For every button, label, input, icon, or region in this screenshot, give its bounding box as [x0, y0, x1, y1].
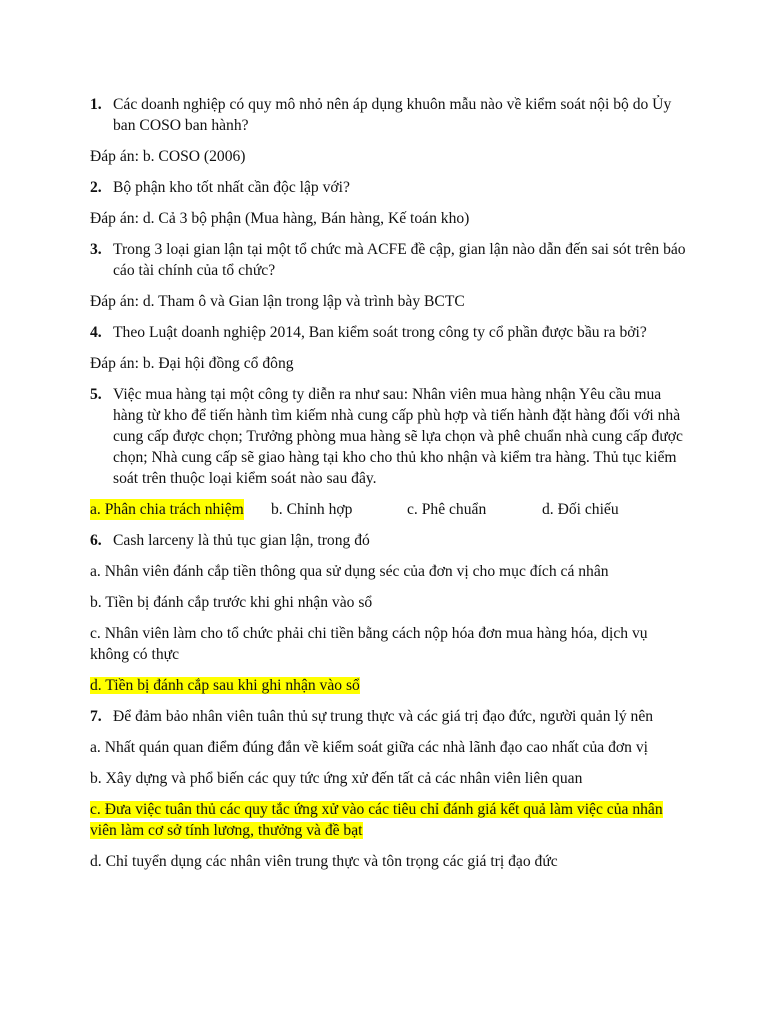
options-row-5: [90, 499, 690, 520]
option-c: c. Phê chuẩn: [407, 501, 487, 518]
question-number: 1.: [90, 96, 102, 113]
option-d: d. Đối chiếu: [542, 501, 619, 518]
question-number: 2.: [90, 179, 102, 196]
option-c: c. Nhân viên làm cho tổ chức phải chi tiền bằng cách nộp hóa đơn mua hàng hóa, dịch vụ không có thực: [90, 625, 648, 663]
answer-4: Đáp án: b. Đại hội đồng cổ đông: [90, 355, 294, 372]
question-text: Trong 3 loại gian lận tại một tổ chức mà ACFE đề cập, gian lận nào dẫn đến sai sót trên báo cáo tài chính của tổ chức?: [113, 241, 686, 279]
question-text: Việc mua hàng tại một công ty diễn ra như sau: Nhân viên mua hàng nhận Yêu cầu mua hàng từ kho để tiến hành tìm kiếm nhà cung cấp phù hợp và tiến hành đặt hàng đối với nhà cung cấp được chọn; Trưởng phòng mua hàng sẽ lựa chọn và phê chuẩn nhà cung cấp được chọn; Nhà cung cấp sẽ giao hàng tại kho cho thủ kho nhận và kiểm tra hàng. Thủ tục kiểm soát trên thuộc loại kiểm soát nào sau đây.: [113, 386, 683, 487]
question-5: [90, 384, 690, 489]
question-number: 3.: [90, 241, 102, 258]
question-text: Bộ phận kho tốt nhất cần độc lập với?: [113, 179, 350, 196]
option-a-highlighted: a. Phân chia trách nhiệm: [90, 501, 244, 518]
answer-2: Đáp án: d. Cả 3 bộ phận (Mua hàng, Bán hàng, Kế toán kho): [90, 210, 470, 227]
question-2: [90, 177, 690, 198]
question-text: Cash larceny là thủ tục gian lận, trong đó: [113, 532, 370, 549]
question-6: [90, 530, 690, 551]
option-d: d. Chỉ tuyển dụng các nhân viên trung thực và tôn trọng các giá trị đạo đức: [90, 853, 558, 870]
answer-3: Đáp án: d. Tham ô và Gian lận trong lập và trình bày BCTC: [90, 293, 465, 310]
option-a: a. Nhân viên đánh cắp tiền thông qua sử dụng séc của đơn vị cho mục đích cá nhân: [90, 563, 609, 580]
option-b: b. Chỉnh hợp: [271, 501, 353, 518]
option-b: b. Tiền bị đánh cắp trước khi ghi nhận vào sổ: [90, 594, 373, 611]
question-number: 7.: [90, 708, 102, 725]
option-c-line: [90, 799, 690, 841]
question-text: Theo Luật doanh nghiệp 2014, Ban kiểm soát trong công ty cổ phần được bầu ra bởi?: [113, 324, 647, 341]
question-number: 4.: [90, 324, 102, 341]
option-d-highlighted: d. Tiền bị đánh cắp sau khi ghi nhận vào sổ: [90, 677, 360, 694]
question-7: [90, 706, 690, 727]
answer-1: Đáp án: b. COSO (2006): [90, 148, 246, 165]
question-text: Các doanh nghiệp có quy mô nhỏ nên áp dụng khuôn mẫu nào về kiểm soát nội bộ do Ủy ban COSO ban hành?: [113, 96, 672, 134]
question-number: 5.: [90, 386, 102, 403]
option-a: a. Nhất quán quan điểm đúng đắn về kiểm soát giữa các nhà lãnh đạo cao nhất của đơn vị: [90, 739, 648, 756]
question-number: 6.: [90, 532, 102, 549]
option-b: b. Xây dựng và phổ biến các quy tức ứng xử đến tất cả các nhân viên liên quan: [90, 770, 583, 787]
option-c-highlighted: c. Đưa việc tuân thủ các quy tắc ứng xử vào các tiêu chỉ đánh giá kết quả làm việc của nhân viên làm cơ sở tính lương, thưởng và đề bạt: [90, 801, 663, 839]
option-d-line: [90, 675, 690, 696]
question-3: [90, 239, 690, 281]
question-4: [90, 322, 690, 343]
question-text: Để đảm bảo nhân viên tuân thủ sự trung thực và các giá trị đạo đức, người quản lý nên: [113, 708, 654, 725]
question-1: [90, 94, 690, 136]
document-body: [90, 94, 690, 882]
